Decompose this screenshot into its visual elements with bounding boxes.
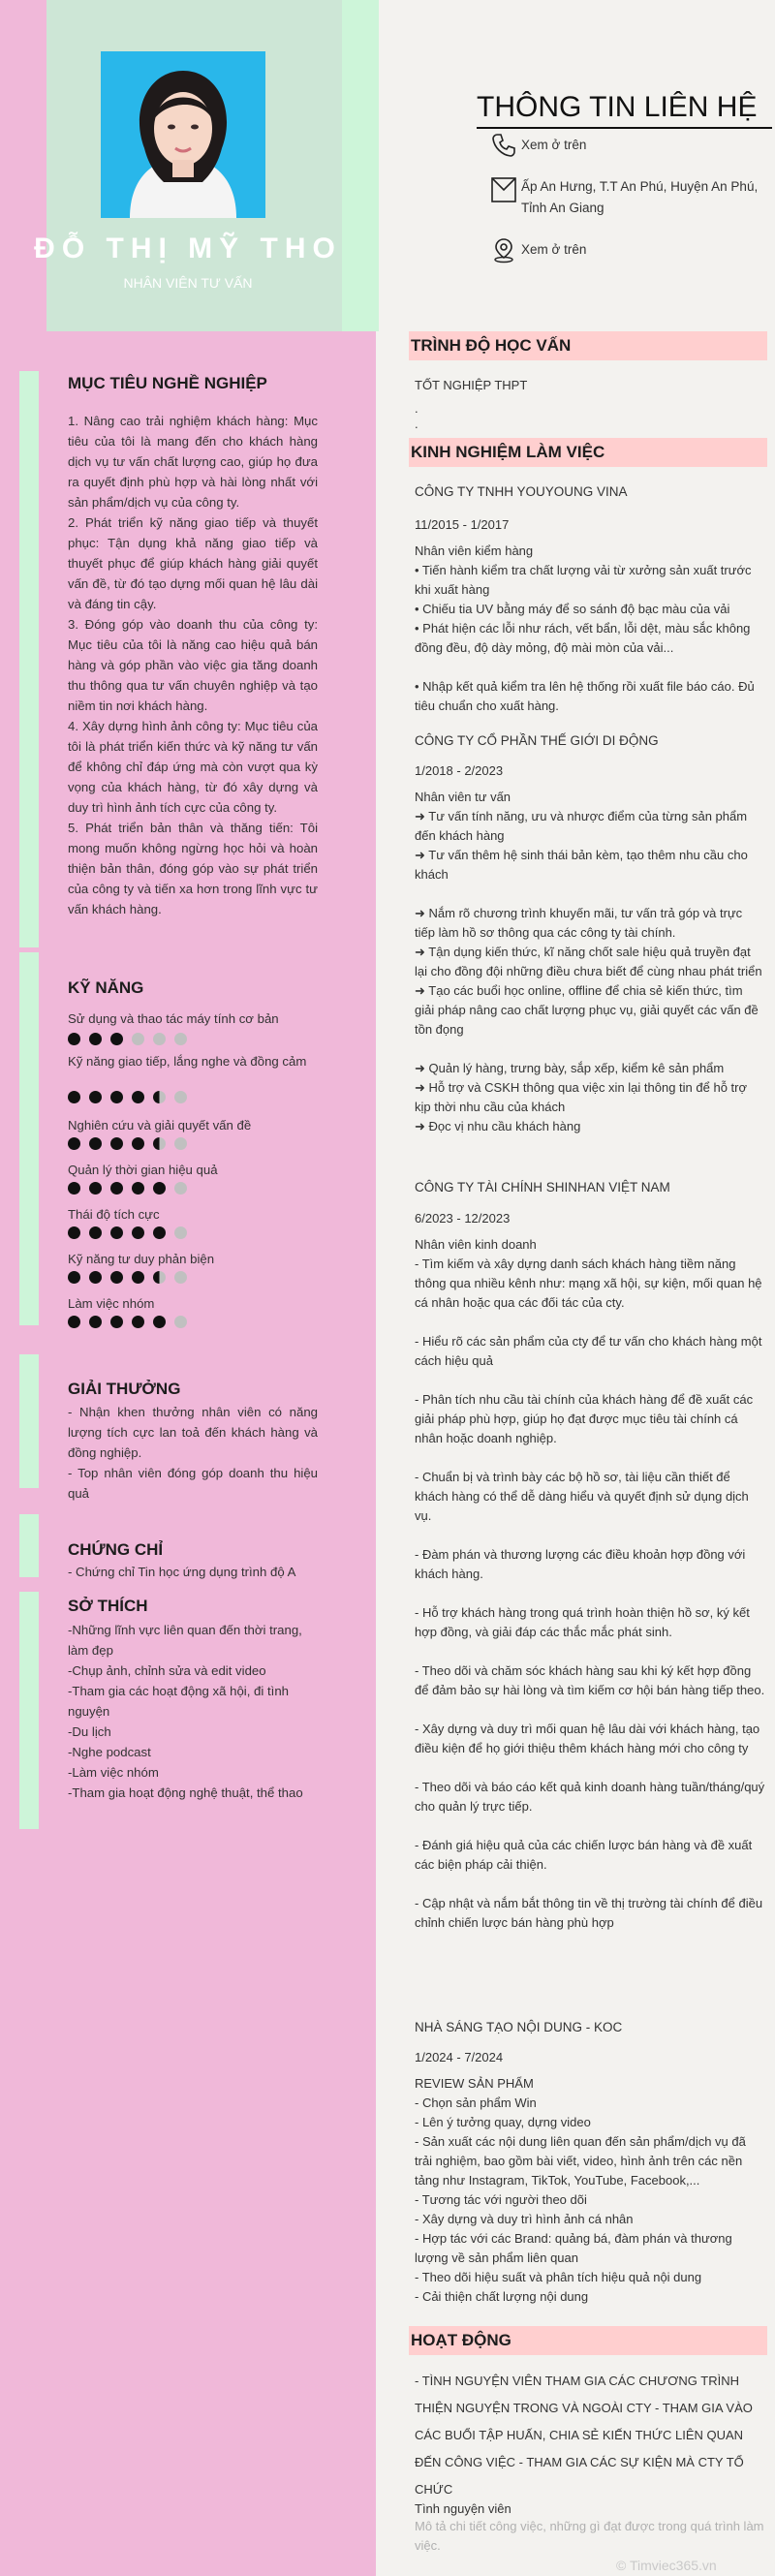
rating-dot xyxy=(174,1033,187,1045)
skill-label: Kỹ năng tư duy phản biện xyxy=(68,1252,215,1266)
job-detail-line: - Tương tác với người theo dõi xyxy=(415,2192,587,2207)
job-block xyxy=(415,2048,765,2307)
skill-rating xyxy=(68,1182,196,1195)
job-detail-line: • Chiếu tia UV bằng máy để so sánh độ bạc màu của vải xyxy=(415,602,730,616)
job-detail-line: ➜ Nắm rõ chương trình khuyến mãi, tư vấn trả góp và trực tiếp làm hồ sơ thông qua các công ty tài chính. xyxy=(415,906,743,940)
job-period: 1/2024 - 7/2024 xyxy=(415,2050,504,2064)
job-detail-line: • Tiến hành kiểm tra chất lượng vải từ xưởng sản xuất trước khi xuất hàng xyxy=(415,563,752,597)
rating-dot xyxy=(110,1316,123,1328)
rating-dot xyxy=(132,1271,144,1284)
job-detail-line xyxy=(415,1700,765,1720)
skill-label: Sử dụng và thao tác máy tính cơ bản xyxy=(68,1011,279,1026)
job-detail-line: - Xây dựng và duy trì hình ảnh cá nhân xyxy=(415,2212,634,2226)
job-detail-line xyxy=(415,1584,765,1603)
job-detail-line: - Phân tích nhu cầu tài chính của khách hàng để đề xuất các giải pháp phù hợp, giúp họ đạt được mục tiêu tài chính cá nhân hoặc doanh nghiệp. xyxy=(415,1392,754,1445)
rating-dot xyxy=(132,1226,144,1239)
contact-email: Xem ở trên xyxy=(521,242,587,257)
hobby-item: -Du lịch xyxy=(68,1724,111,1739)
rating-dot xyxy=(174,1091,187,1103)
job-detail-line: ➜ Hỗ trợ và CSKH thông qua việc xin lại thông tin để hỗ trợ kịp thời nhu cầu của khách xyxy=(415,1080,748,1114)
job-block xyxy=(415,515,765,716)
job-detail-line: - Theo dõi và báo cáo kết quả kinh doanh hàng tuần/tháng/quý cho quản lý trực tiếp. xyxy=(415,1780,765,1814)
skill-label: Làm việc nhóm xyxy=(68,1296,155,1311)
hobby-item: -Tham gia các hoạt động xã hội, đi tình nguyện xyxy=(68,1684,289,1719)
hobbies-title: SỞ THÍCH xyxy=(68,1597,148,1615)
activities-role: Tình nguyện viên xyxy=(415,2501,512,2516)
awards-list xyxy=(68,1402,318,1504)
hobby-item: -Nghe podcast xyxy=(68,1745,151,1759)
objective-item: 2. Phát triển kỹ năng giao tiếp và thuyết phục: Tận dụng khả năng giao tiếp và thuyết phục để giúp khách hàng giải quyết vấn đề, từ đó tạo dựng mối quan hệ lâu dài và đáng tin cậy. xyxy=(68,515,318,611)
job-detail-line xyxy=(415,1371,765,1390)
certificates-title: CHỨNG CHỈ xyxy=(68,1540,164,1559)
job-block xyxy=(415,761,765,1136)
objective-accent-bar xyxy=(19,371,39,947)
hobbies-accent-bar xyxy=(19,1592,39,1829)
rating-dot xyxy=(174,1182,187,1195)
job-detail-line xyxy=(415,1875,765,1894)
objective-item: 5. Phát triển bản thân và thăng tiến: Tôi mong muốn không ngừng học hỏi và hoàn thiện bản thân, đóng góp vào sự phát triển của công ty và tiến xa hơn trong lĩnh vực tư vấn khách hàng. xyxy=(68,821,318,916)
rating-dot xyxy=(132,1182,144,1195)
rating-dot xyxy=(68,1091,80,1103)
rating-dot xyxy=(68,1137,80,1150)
candidate-role: NHÂN VIÊN TƯ VẤN xyxy=(123,275,253,291)
rating-dot xyxy=(110,1033,123,1045)
job-detail-line: ➜ Tận dụng kiến thức, kĩ năng chốt sale hiệu quả truyền đạt lại cho đồng đội những điều chưa biết để cùng nhau phát triển xyxy=(415,945,762,978)
job-detail-line: ➜ Quản lý hàng, trưng bày, sắp xếp, kiểm kê sản phẩm xyxy=(415,1061,725,1075)
job-detail-line: • Phát hiện các lỗi như rách, vết bẩn, lỗi dệt, màu sắc không đồng đều, độ dày mỏng, độ mài mòn của vải... xyxy=(415,621,751,655)
job-block xyxy=(415,1209,765,1933)
objective-item: 4. Xây dựng hình ảnh công ty: Mục tiêu của tôi là phát triển kiến thức và kỹ năng tư vấn để không chỉ đáp ứng mà còn vượt qua kỳ vọng của khách hàng, từ đó xây dựng và duy trì hình ảnh tích cực của công ty. xyxy=(68,719,318,815)
watermark: © Timviec365.vn xyxy=(616,2558,717,2573)
job-detail-line xyxy=(415,885,765,904)
hobby-item: -Tham gia hoạt động nghệ thuật, thể thao xyxy=(68,1785,303,1800)
hobby-item: -Những lĩnh vực liên quan đến thời trang, làm đẹp xyxy=(68,1623,302,1658)
rating-dot xyxy=(110,1226,123,1239)
skill-label: Nghiên cứu và giải quyết vấn đề xyxy=(68,1118,252,1133)
job-detail-line xyxy=(415,1526,765,1545)
rating-dot xyxy=(132,1033,144,1045)
certificates-list xyxy=(68,1562,318,1582)
rating-dot xyxy=(110,1137,123,1150)
rating-dot xyxy=(153,1182,166,1195)
job-detail-line: - Đánh giá hiệu quả của các chiến lược bán hàng và đề xuất các biện pháp cải thiện. xyxy=(415,1838,753,1872)
job-detail-line xyxy=(415,1313,765,1332)
mail-icon xyxy=(490,176,517,203)
experience-title: KINH NGHIỆM LÀM VIỆC xyxy=(411,443,605,461)
rating-dot xyxy=(89,1271,102,1284)
rating-dot xyxy=(132,1091,144,1103)
skill-rating xyxy=(68,1091,196,1104)
job-detail-line xyxy=(415,1758,765,1778)
rating-dot xyxy=(153,1316,166,1328)
profile-photo xyxy=(101,51,265,218)
award-item: - Top nhân viên đóng góp doanh thu hiệu quả xyxy=(68,1466,318,1501)
job-detail-line xyxy=(415,658,765,677)
rating-dot xyxy=(153,1033,166,1045)
job-period: 11/2015 - 1/2017 xyxy=(415,517,510,532)
certificates-accent-bar xyxy=(19,1514,39,1577)
rating-dot xyxy=(174,1226,187,1239)
job-company: CÔNG TY TÀI CHÍNH SHINHAN VIỆT NAM xyxy=(415,1180,670,1195)
job-detail-line: ➜ Đọc vị nhu cầu khách hàng xyxy=(415,1119,581,1133)
skill-rating xyxy=(68,1137,196,1151)
job-detail-line xyxy=(415,1642,765,1661)
hobby-item: -Làm việc nhóm xyxy=(68,1765,159,1780)
job-details xyxy=(415,807,765,1136)
rating-dot xyxy=(68,1316,80,1328)
contact-address: Ấp An Hưng, T.T An Phú, Huyện An Phú, Tỉnh An Giang xyxy=(521,179,759,215)
job-detail-line: - Lên ý tưởng quay, dựng video xyxy=(415,2115,591,2129)
rating-dot xyxy=(174,1137,187,1150)
rating-dot xyxy=(174,1316,187,1328)
rating-dot xyxy=(89,1226,102,1239)
rating-dot xyxy=(89,1182,102,1195)
job-detail-line: - Theo dõi và chăm sóc khách hàng sau khi ký kết hợp đồng để đảm bảo sự hài lòng và tìm kiếm cơ hội bán hàng tiếp theo. xyxy=(415,1663,765,1697)
hobby-item: -Chụp ảnh, chỉnh sửa và edit video xyxy=(68,1663,266,1678)
job-detail-line xyxy=(415,1816,765,1836)
objective-list xyxy=(68,411,318,919)
job-detail-line: - Đàm phán và thương lượng các điều khoản hợp đồng với khách hàng. xyxy=(415,1547,746,1581)
phone-icon xyxy=(490,132,517,159)
rating-dot xyxy=(68,1271,80,1284)
education-dot: . xyxy=(415,417,418,431)
rating-dot xyxy=(110,1091,123,1103)
job-detail-line xyxy=(415,1448,765,1468)
job-detail-line: - Xây dựng và duy trì mối quan hệ lâu dài với khách hàng, tạo điều kiện để họ giới thiệu thêm khách hàng mới cho công ty xyxy=(415,1722,760,1755)
job-position: Nhân viên kinh doanh xyxy=(415,1237,537,1252)
rating-dot xyxy=(110,1271,123,1284)
award-item: - Nhận khen thưởng nhân viên có năng lượng tích cực lan toả đến khách hàng và đồng nghiệp. xyxy=(68,1405,318,1460)
education-degree: TỐT NGHIỆP THPT xyxy=(415,378,528,392)
skill-label: Thái độ tích cực xyxy=(68,1207,160,1222)
rating-dot xyxy=(132,1316,144,1328)
rating-dot xyxy=(174,1271,187,1284)
job-company: NHÀ SÁNG TẠO NỘI DUNG - KOC xyxy=(415,2020,623,2034)
contact-title: THÔNG TIN LIÊN HỆ xyxy=(477,91,758,123)
job-detail-line: - Cải thiện chất lượng nội dung xyxy=(415,2289,589,2304)
skill-label: Quản lý thời gian hiệu quả xyxy=(68,1163,218,1177)
job-detail-line: - Chọn sản phẩm Win xyxy=(415,2095,537,2110)
location-icon xyxy=(490,236,517,264)
job-detail-line: - Tìm kiếm và xây dựng danh sách khách hàng tiềm năng thông qua nhiều kênh như: mạng xã hội, sự kiện, mối quan hệ cá nhân hoặc qua các đối tác của cty. xyxy=(415,1257,762,1310)
contact-divider xyxy=(477,127,772,129)
job-detail-line: ➜ Tư vấn tính năng, ưu và nhược điểm của từng sản phẩm đến khách hàng xyxy=(415,809,748,843)
job-company: CÔNG TY TNHH YOUYOUNG VINA xyxy=(415,484,628,499)
rating-dot xyxy=(153,1271,166,1284)
rating-dot xyxy=(89,1033,102,1045)
activities-header xyxy=(409,2326,767,2355)
rating-dot xyxy=(153,1137,166,1150)
awards-accent-bar xyxy=(19,1354,39,1488)
education-header xyxy=(409,331,767,360)
skill-rating xyxy=(68,1271,196,1285)
rating-dot xyxy=(68,1182,80,1195)
objective-title: MỤC TIÊU NGHỀ NGHIỆP xyxy=(68,374,267,392)
job-detail-line: - Chuẩn bị và trình bày các bộ hồ sơ, tài liệu cần thiết để khách hàng có thể dễ dàng hiểu và quyết định sử dụng dịch vụ. xyxy=(415,1470,749,1523)
skill-rating xyxy=(68,1033,196,1046)
education-title: TRÌNH ĐỘ HỌC VẤN xyxy=(411,336,572,355)
job-position: Nhân viên kiểm hàng xyxy=(415,543,534,558)
job-detail-line: - Cập nhật và nắm bắt thông tin về thị trường tài chính để điều chỉnh chiến lược bán hàng phù hợp xyxy=(415,1896,763,1930)
rating-dot xyxy=(68,1033,80,1045)
skill-label: Kỹ năng giao tiếp, lắng nghe và đồng cảm xyxy=(68,1054,307,1069)
certificate-item: - Chứng chỉ Tin học ứng dụng trình độ A xyxy=(68,1565,296,1579)
job-detail-line: - Hiểu rõ các sản phẩm của cty để tư vấn cho khách hàng một cách hiệu quả xyxy=(415,1334,762,1368)
skills-title: KỸ NĂNG xyxy=(68,978,144,997)
skill-rating xyxy=(68,1226,196,1240)
hobbies-list xyxy=(68,1620,318,1803)
contact-phone: Xem ở trên xyxy=(521,138,587,152)
rating-dot xyxy=(132,1137,144,1150)
job-position: Nhân viên tư vấn xyxy=(415,790,512,804)
job-detail-line: ➜ Tư vấn thêm hệ sinh thái bản kèm, tạo thêm nhu cầu cho khách xyxy=(415,848,748,882)
rating-dot xyxy=(153,1091,166,1103)
objective-item: 3. Đóng góp vào doanh thu của công ty: Mục tiêu của tôi là năng cao hiệu quả bán hàng và góp phần vào việc gia tăng doanh thu thông qua tư vấn chuyên nghiệp và tạo niềm tin nơi khách hàng. xyxy=(68,617,318,713)
job-details xyxy=(415,1255,765,1933)
education-dot: . xyxy=(415,401,418,416)
activities-text: - TÌNH NGUYỆN VIÊN THAM GIA CÁC CHƯƠNG TRÌNH THIỆN NGUYỆN TRONG VÀ NGOÀI CTY - THAM GIA VÀO CÁC BUỔI TẬP HUẤN, CHIA SẺ KIẾN THỨC LIÊN QUAN ĐẾN CÔNG VIỆC - THAM GIA CÁC SỰ KIỆN MÀ CTY TỔ CHỨC xyxy=(415,2374,753,2497)
skill-rating xyxy=(68,1316,196,1329)
job-detail-line: - Hợp tác với các Brand: quảng bá, đàm phán và thương lượng về sản phẩm liên quan xyxy=(415,2231,732,2265)
candidate-name: ĐỖ THỊ MỸ THO xyxy=(34,233,342,264)
activities-title: HOẠT ĐỘNG xyxy=(411,2331,512,2349)
rating-dot xyxy=(89,1137,102,1150)
job-position: REVIEW SẢN PHẨM xyxy=(415,2076,534,2091)
rating-dot xyxy=(68,1226,80,1239)
rating-dot xyxy=(89,1091,102,1103)
job-period: 1/2018 - 2/2023 xyxy=(415,763,504,778)
job-details xyxy=(415,561,765,716)
objective-item: 1. Nâng cao trải nghiệm khách hàng: Mục tiêu của tôi là mang đến cho khách hàng dịch vụ tư vấn chất lượng cao, giúp họ đưa ra quyết định phù hợp và hài lòng nhất với sản phẩm/dịch vụ của công ty. xyxy=(68,414,318,510)
job-detail-line: - Hỗ trợ khách hàng trong quá trình hoàn thiện hồ sơ, ký kết hợp đồng, và giải đáp các thắc mắc phát sinh. xyxy=(415,1605,750,1639)
experience-header xyxy=(409,438,767,467)
job-detail-line xyxy=(415,1040,765,1059)
job-detail-line: - Theo dõi hiệu suất và phân tích hiệu quả nội dung xyxy=(415,2270,702,2284)
job-company: CÔNG TY CỔ PHẦN THẾ GIỚI DI ĐỘNG xyxy=(415,733,659,748)
job-detail-line: - Sản xuất các nội dung liên quan đến sản phẩm/dịch vụ đã trải nghiệm, bao gồm bài viết, video, hình ảnh trên các nền tảng như Instagram, TikTok, YouTube, Facebook,... xyxy=(415,2134,746,2188)
job-detail-line: ➜ Tạo các buổi học online, offline để chia sẻ kiến thức, tìm giải pháp nâng cao chất lượng phục vụ, giải quyết các vấn đề tồn đọng xyxy=(415,983,759,1037)
job-period: 6/2023 - 12/2023 xyxy=(415,1211,511,1226)
rating-dot xyxy=(89,1316,102,1328)
skills-accent-bar xyxy=(19,952,39,1325)
activities-description: Mô tả chi tiết công việc, những gì đạt được trong quá trình làm việc. xyxy=(415,2519,764,2553)
awards-title: GIẢI THƯỞNG xyxy=(68,1380,181,1398)
job-detail-line: • Nhập kết quả kiểm tra lên hệ thống rồi xuất file báo cáo. Đủ tiêu chuẩn cho xuất hàng. xyxy=(415,679,755,713)
job-details xyxy=(415,2094,765,2307)
rating-dot xyxy=(153,1226,166,1239)
rating-dot xyxy=(110,1182,123,1195)
